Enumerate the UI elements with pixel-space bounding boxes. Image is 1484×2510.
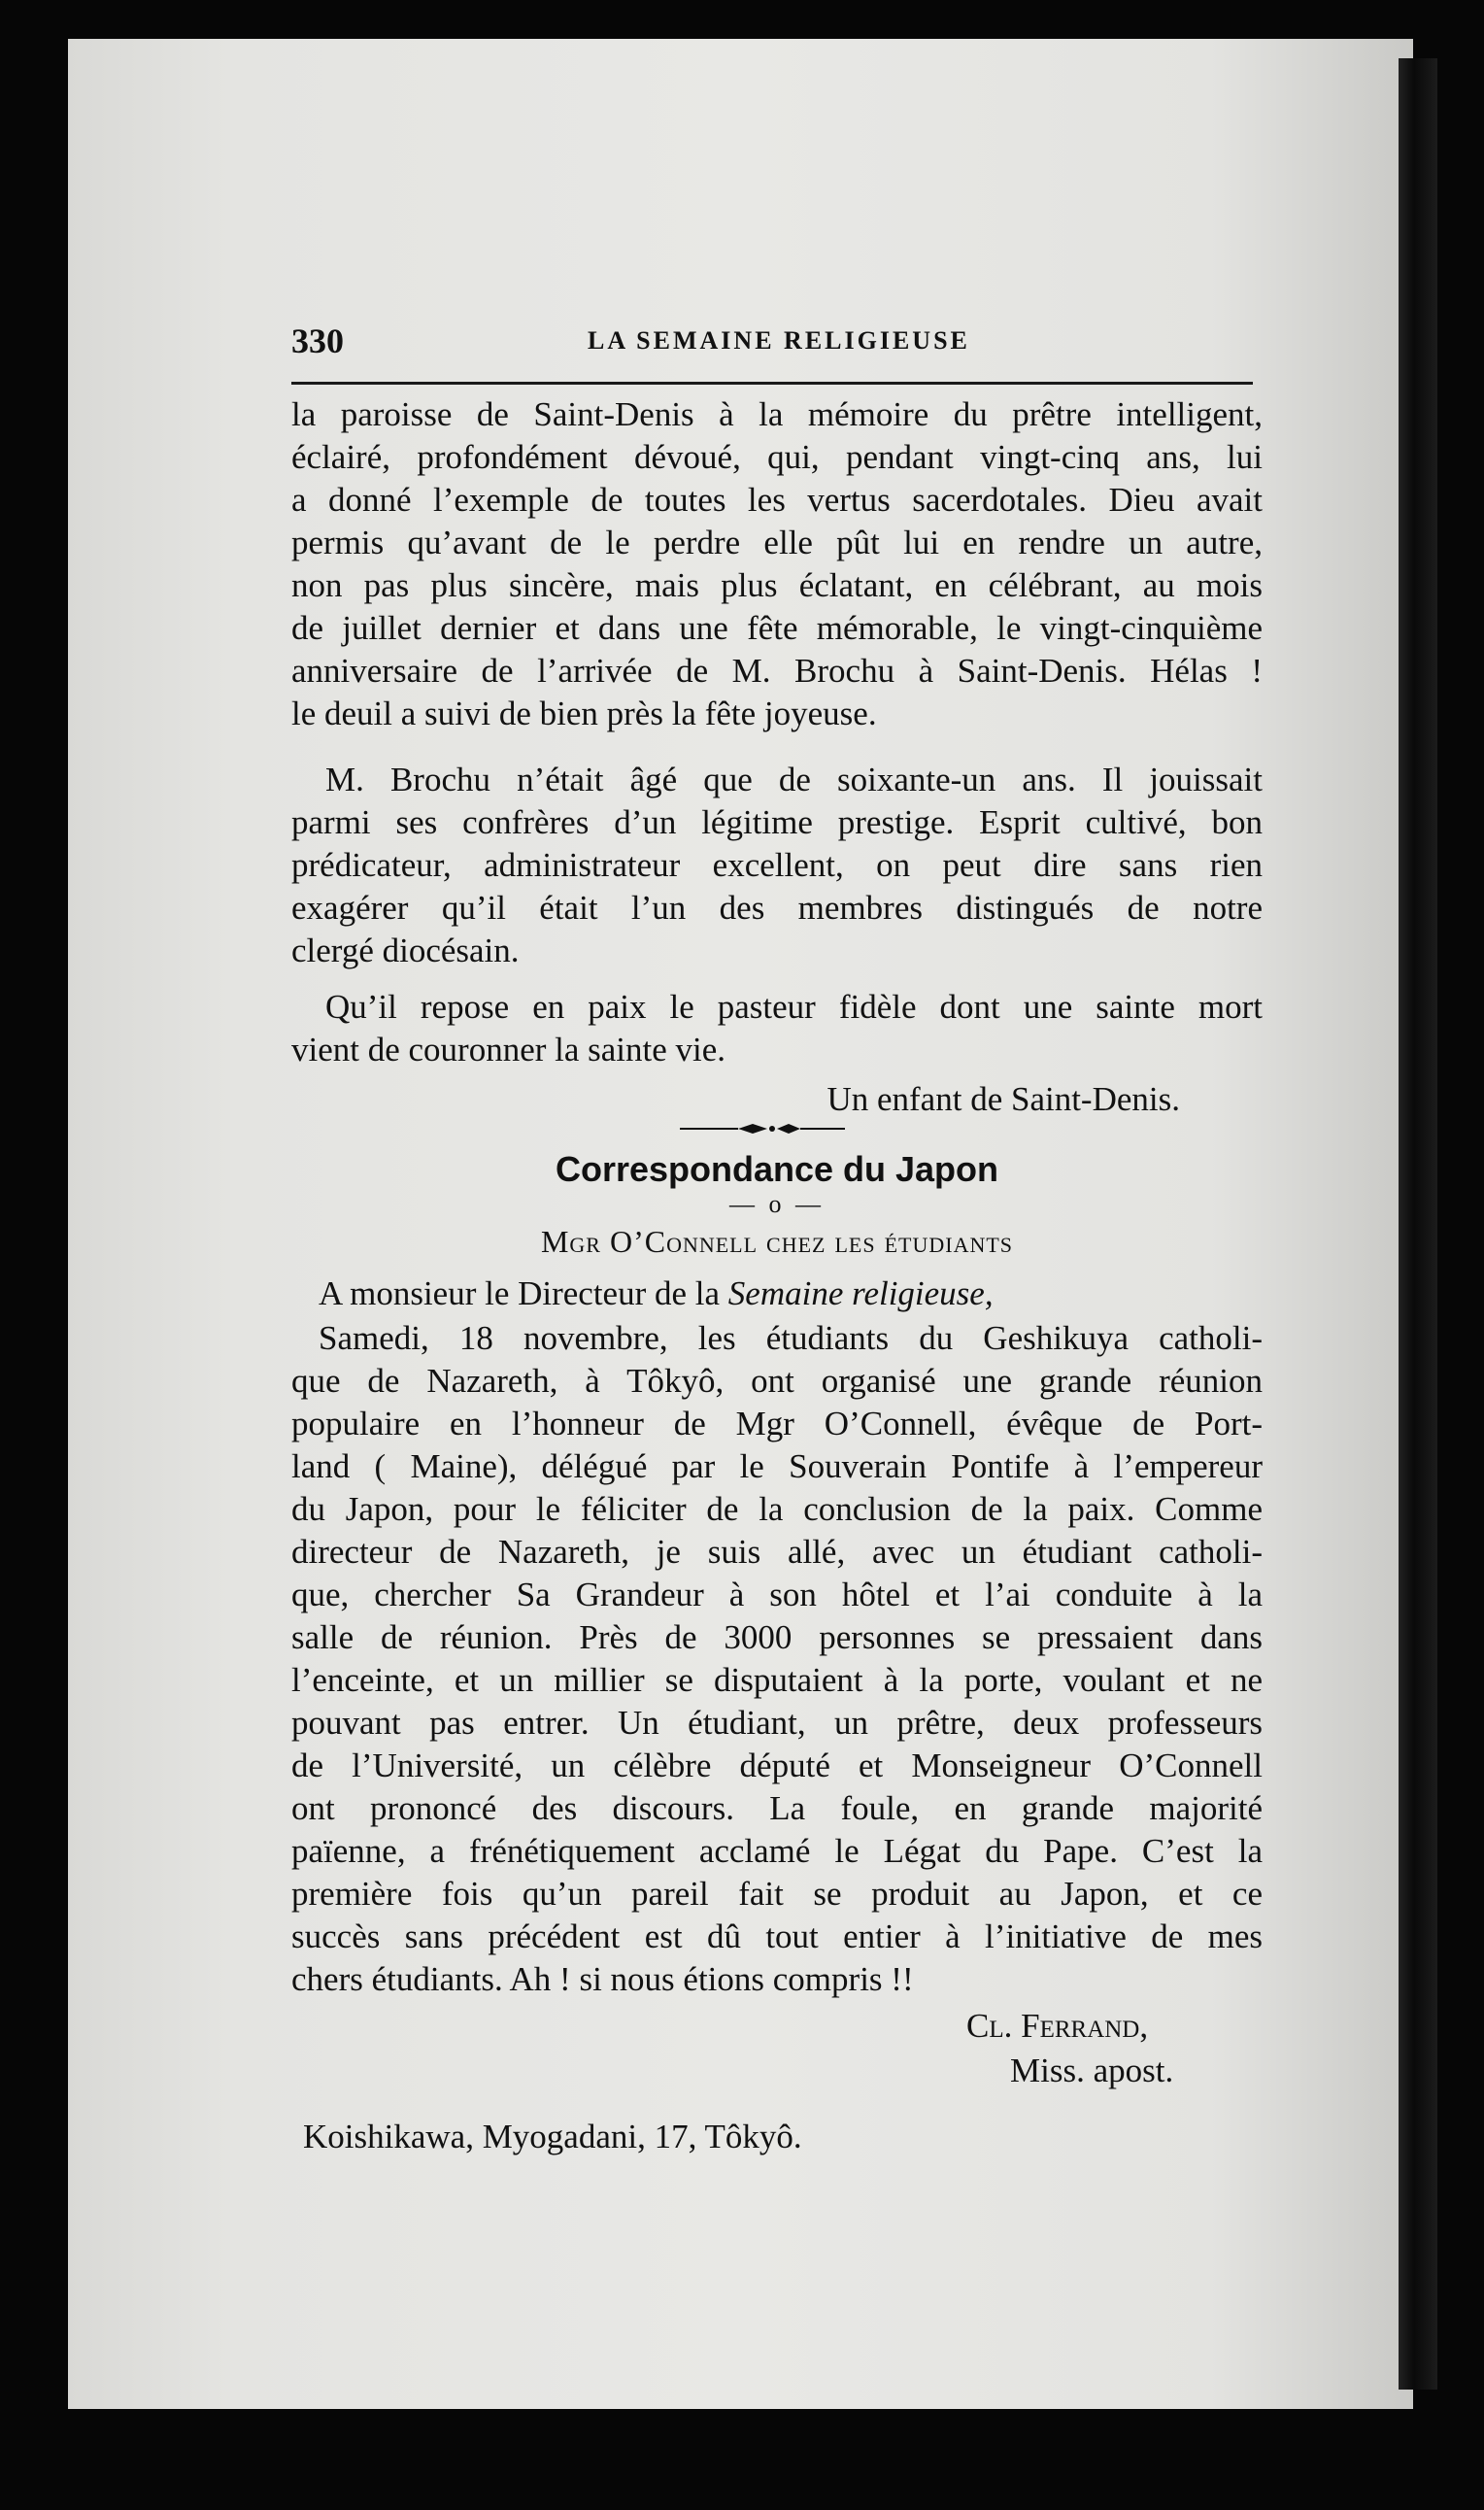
text-line: non pas plus sincère, mais plus éclatant, en célébrant, au mois: [291, 566, 1263, 604]
text-line: ont prononcé des discours. La foule, en grande majorité: [291, 1789, 1263, 1827]
text-line: a donné l’exemple de toutes les vertus sacerdotales. Dieu avait: [291, 481, 1263, 519]
text-line: permis qu’avant de le perdre elle pût lui en rendre un autre,: [291, 524, 1263, 561]
salutation: [319, 1272, 1290, 1315]
signature-line: Un enfant de Saint-Denis.: [826, 1080, 1180, 1118]
text-line: directeur de Nazareth, je suis allé, avec un étudiant catholi-: [291, 1533, 1263, 1571]
salutation-journal: Semaine religieuse,: [727, 1274, 994, 1312]
text-line: pouvant pas entrer. Un étudiant, un prêtre, deux professeurs: [291, 1704, 1263, 1742]
text-line: populaire en l’honneur de Mgr O’Connell, évêque de Port-: [291, 1405, 1263, 1442]
text-line: du Japon, pour le féliciter de la conclusion de la paix. Comme: [291, 1490, 1263, 1528]
text-line: éclairé, profondément dévoué, qui, pendant vingt-cinq ans, lui: [291, 438, 1263, 476]
text-line: que de Nazareth, à Tôkyô, ont organisé une grande réunion: [291, 1362, 1263, 1400]
section-subtitle: Mgr O’Connell chez les étudiants: [540, 1224, 1014, 1259]
text-line: anniversaire de l’arrivée de M. Brochu à Saint-Denis. Hélas !: [291, 652, 1263, 690]
text-line: Samedi, 18 novembre, les étudiants du Geshikuya catholi-: [319, 1319, 1263, 1357]
text-line: païenne, a frénétiquement acclamé le Légat du Pape. C’est la: [291, 1832, 1263, 1870]
running-title: LA SEMAINE RELIGIEUSE: [588, 326, 970, 355]
text-line: chers étudiants. Ah ! si nous étions compris !!: [291, 1960, 914, 1998]
text-line: l’enceinte, et un millier se disputaient à la porte, voulant et ne: [291, 1661, 1263, 1699]
text-line: salle de réunion. Près de 3000 personnes se pressaient dans: [291, 1618, 1263, 1656]
text-line: la paroisse de Saint-Denis à la mémoire du prêtre intelligent,: [291, 395, 1263, 433]
text-line: que, chercher Sa Grandeur à son hôtel et l’ai conduite à la: [291, 1576, 1263, 1613]
page-number: 330: [291, 322, 344, 360]
text-line: land ( Maine), délégué par le Souverain Pontife à l’empereur: [291, 1447, 1263, 1485]
address-line: Koishikawa, Myogadani, 17, Tôkyô.: [303, 2118, 802, 2155]
ornament-divider: [680, 1122, 845, 1136]
text-line: M. Brochu n’était âgé que de soixante-un ans. Il jouissait: [325, 761, 1263, 798]
page-gutter-edge: [1399, 58, 1437, 2390]
section-title: Correspondance du Japon: [555, 1149, 999, 1189]
section-divider: — o —: [729, 1190, 825, 1218]
text-line: succès sans précédent est dû tout entier à l’initiative de mes: [291, 1917, 1263, 1955]
text-line: parmi ses confrères d’un légitime prestige. Esprit cultivé, bon: [291, 803, 1263, 841]
text-line: vient de couronner la sainte vie.: [291, 1031, 726, 1068]
text-line: première fois qu’un pareil fait se produit au Japon, et ce: [291, 1875, 1263, 1913]
signature-title: Miss. apost.: [1010, 2052, 1174, 2089]
text-line: de juillet dernier et dans une fête mémorable, le vingt-cinquième: [291, 609, 1263, 647]
text-line: de l’Université, un célèbre député et Monseigneur O’Connell: [291, 1747, 1263, 1784]
signature-name: Cl. Ferrand,: [966, 2007, 1149, 2045]
text-line: prédicateur, administrateur excellent, on peut dire sans rien: [291, 846, 1263, 884]
salutation-text: A monsieur le Directeur de la: [319, 1274, 728, 1312]
page-header: [291, 321, 1253, 365]
text-line: Qu’il repose en paix le pasteur fidèle dont une sainte mort: [325, 988, 1263, 1026]
text-line: exagérer qu’il était l’un des membres distingués de notre: [291, 889, 1263, 927]
header-rule: [291, 382, 1253, 385]
text-line: clergé diocésain.: [291, 932, 520, 969]
text-line: le deuil a suivi de bien près la fête joyeuse.: [291, 695, 877, 732]
